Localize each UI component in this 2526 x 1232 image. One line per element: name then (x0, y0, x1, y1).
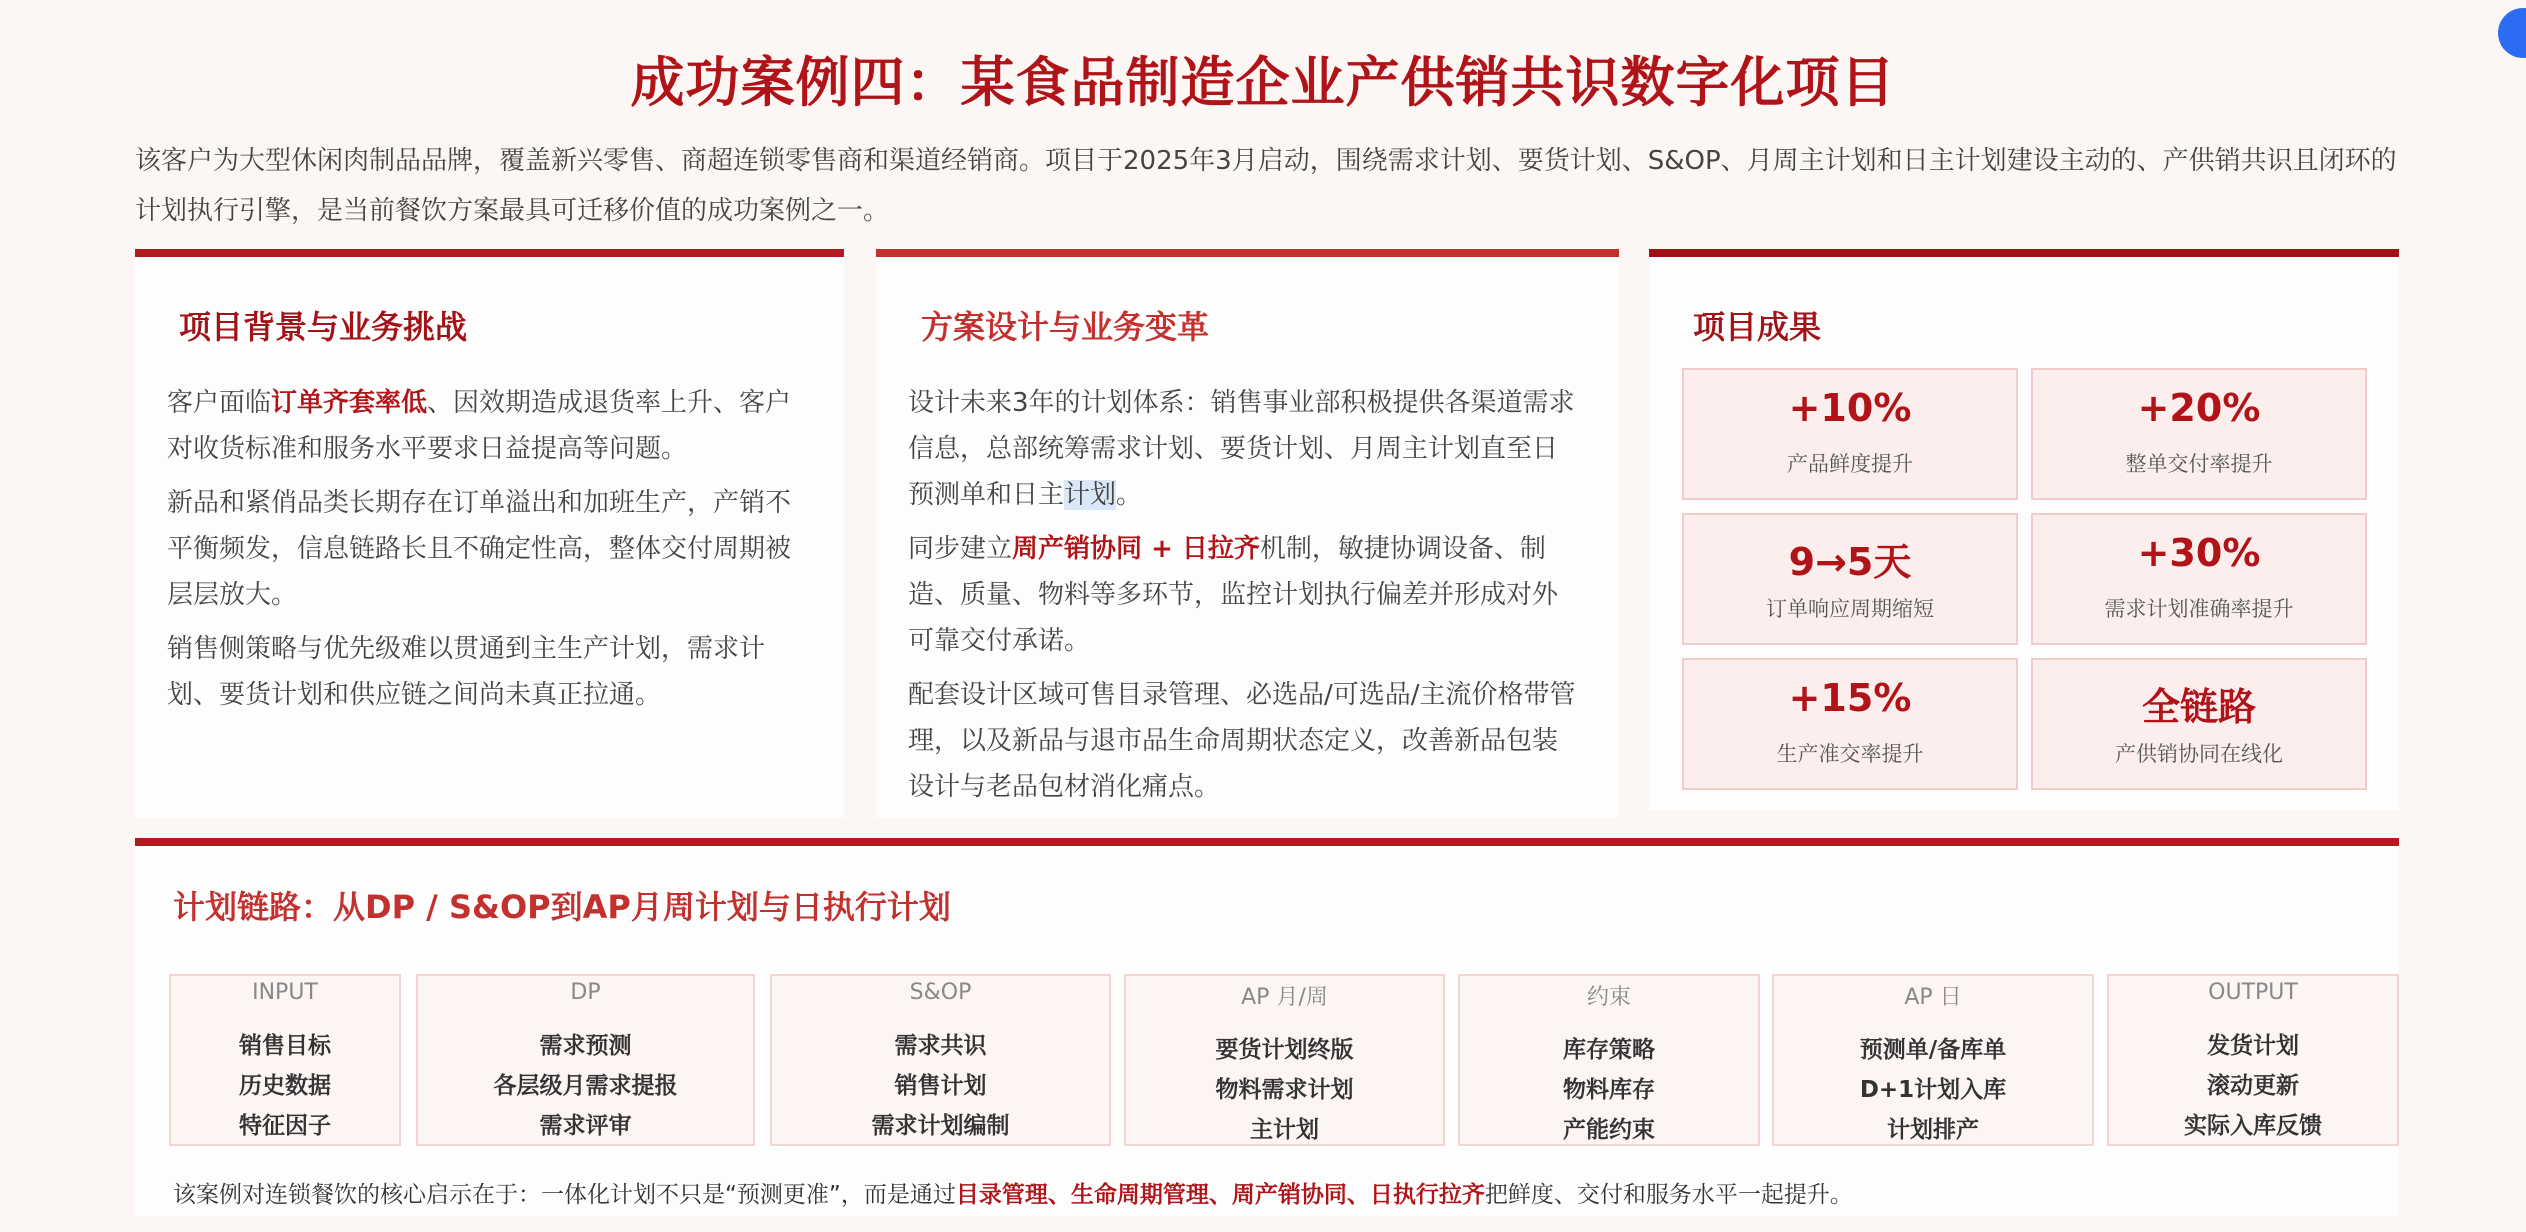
background-para-3: 销售侧策略与优先级难以贯通到主生产计划，需求计划、要货计划和供应链之间尚未真正拉通。 (167, 634, 766, 710)
solution-card-body (908, 380, 1583, 818)
stage-constraint (1458, 974, 1760, 1146)
stage-item: 各层级月需求提报 (493, 1073, 678, 1099)
solution-para-1 (908, 380, 1583, 518)
stage-item: 产能约束 (1563, 1117, 1655, 1143)
stage-item: 主计划 (1250, 1117, 1319, 1143)
text-span: 同步建立 (908, 534, 1013, 564)
stage-item: 发货计划 (2207, 1033, 2299, 1059)
intro-paragraph: 该客户为大型休闲肉制品品牌，覆盖新兴零售、商超连锁零售商和渠道经销商。项目于2025年3月启动，围绕需求计划、要货计划、S&OP、月周主计划和日主计划建设主动的、产供销共识且闭环的计划执行引擎，是当前餐饮方案最具可迁移价值的成功案例之一。 (135, 146, 2397, 226)
stage-tag: AP 月/周 (1241, 985, 1328, 1010)
stage-item: 销售目标 (239, 1033, 331, 1059)
stage-tag: 约束 (1586, 985, 1631, 1010)
metric-value: 9→5天 (1788, 540, 1912, 584)
metrics-grid (1682, 368, 2367, 790)
stage-items (418, 1026, 753, 1146)
results-card-title: 项目成果 (1693, 308, 1822, 346)
stage-output (2107, 974, 2399, 1146)
stage-item: 滚动更新 (2207, 1073, 2299, 1099)
stage-input (169, 974, 401, 1146)
stage-item: 历史数据 (239, 1073, 331, 1099)
selected-text[interactable]: 计划 (1064, 480, 1117, 510)
text-span: 该案例对连锁餐饮的核心启示在于：一体化计划不只是“预测更准”，而是通过 (173, 1182, 956, 1208)
metric-label: 订单响应周期缩短 (1766, 597, 1934, 621)
stage-ap-day (1772, 974, 2094, 1146)
metric-value: 全链路 (2141, 685, 2256, 729)
stage-item: 需求评审 (539, 1113, 632, 1139)
stage-item: 计划排产 (1887, 1117, 1979, 1143)
stage-items (2109, 1026, 2397, 1146)
stage-items (1460, 1030, 1758, 1150)
stage-items (772, 1026, 1109, 1146)
highlight-text: 周产销协同 + 日拉齐 (1012, 534, 1260, 564)
metric-tile (2031, 368, 2367, 500)
metric-label: 产供销协同在线化 (2115, 742, 2283, 766)
stage-dp (416, 974, 755, 1146)
conclusion-text (173, 1176, 1853, 1209)
metric-tile (1682, 368, 2018, 500)
solution-para-3: 配套设计区域可售目录管理、必选品/可选品/主流价格带管理，以及新品与退市品生命周期状态定义，改善新品包装设计与老品包材消化痛点。 (908, 680, 1576, 802)
stage-item: 物料需求计划 (1215, 1077, 1354, 1103)
highlight-text: 目录管理、生命周期管理、周产销协同、日执行拉齐 (955, 1182, 1485, 1208)
background-card (135, 249, 844, 818)
stage-item: 要货计划终版 (1215, 1037, 1354, 1063)
highlight-text: 订单齐套率低 (271, 388, 428, 418)
background-para-1 (167, 380, 816, 472)
background-para-2: 新品和紧俏品类长期存在订单溢出和加班生产，产销不平衡频发，信息链路长且不确定性高，整体交付周期被层层放大。 (167, 488, 792, 610)
background-card-title: 项目背景与业务挑战 (179, 308, 468, 346)
metric-tile (2031, 513, 2367, 645)
stage-item: 需求共识 (894, 1033, 987, 1059)
stage-item: D+1计划入库 (1859, 1077, 2007, 1103)
metric-tile (1682, 658, 2018, 790)
page-title: 成功案例四：某食品制造企业产供销共识数字化项目 (630, 51, 1896, 114)
stage-tag: AP 日 (1904, 985, 1962, 1010)
stage-tag: DP (570, 980, 601, 1005)
stage-item: 实际入库反馈 (2184, 1113, 2322, 1139)
text-span: 。 (1116, 480, 1143, 510)
stage-item: 预测单/备库单 (1859, 1037, 2007, 1063)
text-span: 、因效期造成退货率上升、客户对收货标准和服务水平要求日益提高等问题。 (167, 388, 792, 464)
solution-para-2 (908, 526, 1583, 664)
solution-card-title: 方案设计与业务变革 (921, 308, 1210, 346)
chain-title: 计划链路：从DP / S&OP到AP月周计划与日执行计划 (173, 888, 951, 926)
stage-item: 物料库存 (1563, 1077, 1655, 1103)
stage-tag: INPUT (252, 980, 318, 1005)
stage-item: 需求计划编制 (871, 1113, 1010, 1139)
metric-label: 生产准交率提升 (1776, 742, 1924, 766)
metric-label: 需求计划准确率提升 (2104, 597, 2294, 621)
stage-item: 需求预测 (539, 1033, 632, 1059)
stage-items (1126, 1030, 1443, 1150)
stage-ap-month-week (1124, 974, 1445, 1146)
text-span: 机制，敏捷协调设备、制造、质量、物料等多环节，监控计划执行偏差并形成对外可靠交付承诺。 (908, 534, 1559, 656)
stage-item: 库存策略 (1563, 1037, 1655, 1063)
text-span: 设计未来3年的计划体系：销售事业部积极提供各渠道需求信息，总部统筹需求计划、要货计划、月周主计划直至日预测单和日主 (908, 388, 1575, 510)
metric-value: +30% (2137, 531, 2261, 575)
planning-chain-panel (135, 838, 2399, 1216)
metric-value: +10% (1788, 386, 1912, 430)
solution-card (876, 249, 1619, 818)
stage-tag: S&OP (909, 980, 972, 1005)
metric-tile (2031, 658, 2367, 790)
stage-item: 销售计划 (894, 1073, 987, 1099)
stage-items (1774, 1030, 2092, 1150)
metric-value: +20% (2137, 386, 2261, 430)
metric-label: 产品鲜度提升 (1787, 452, 1913, 476)
metric-tile (1682, 513, 2018, 645)
background-card-body (167, 380, 816, 726)
text-span: 把鲜度、交付和服务水平一起提升。 (1484, 1182, 1853, 1208)
results-card (1649, 249, 2399, 810)
stage-item: 特征因子 (239, 1113, 331, 1139)
stage-sop (770, 974, 1111, 1146)
text-span: 客户面临 (167, 388, 272, 418)
stage-items (171, 1026, 399, 1146)
stage-tag: OUTPUT (2208, 980, 2298, 1005)
metric-label: 整单交付率提升 (2125, 452, 2273, 476)
metric-value: +15% (1788, 676, 1912, 720)
